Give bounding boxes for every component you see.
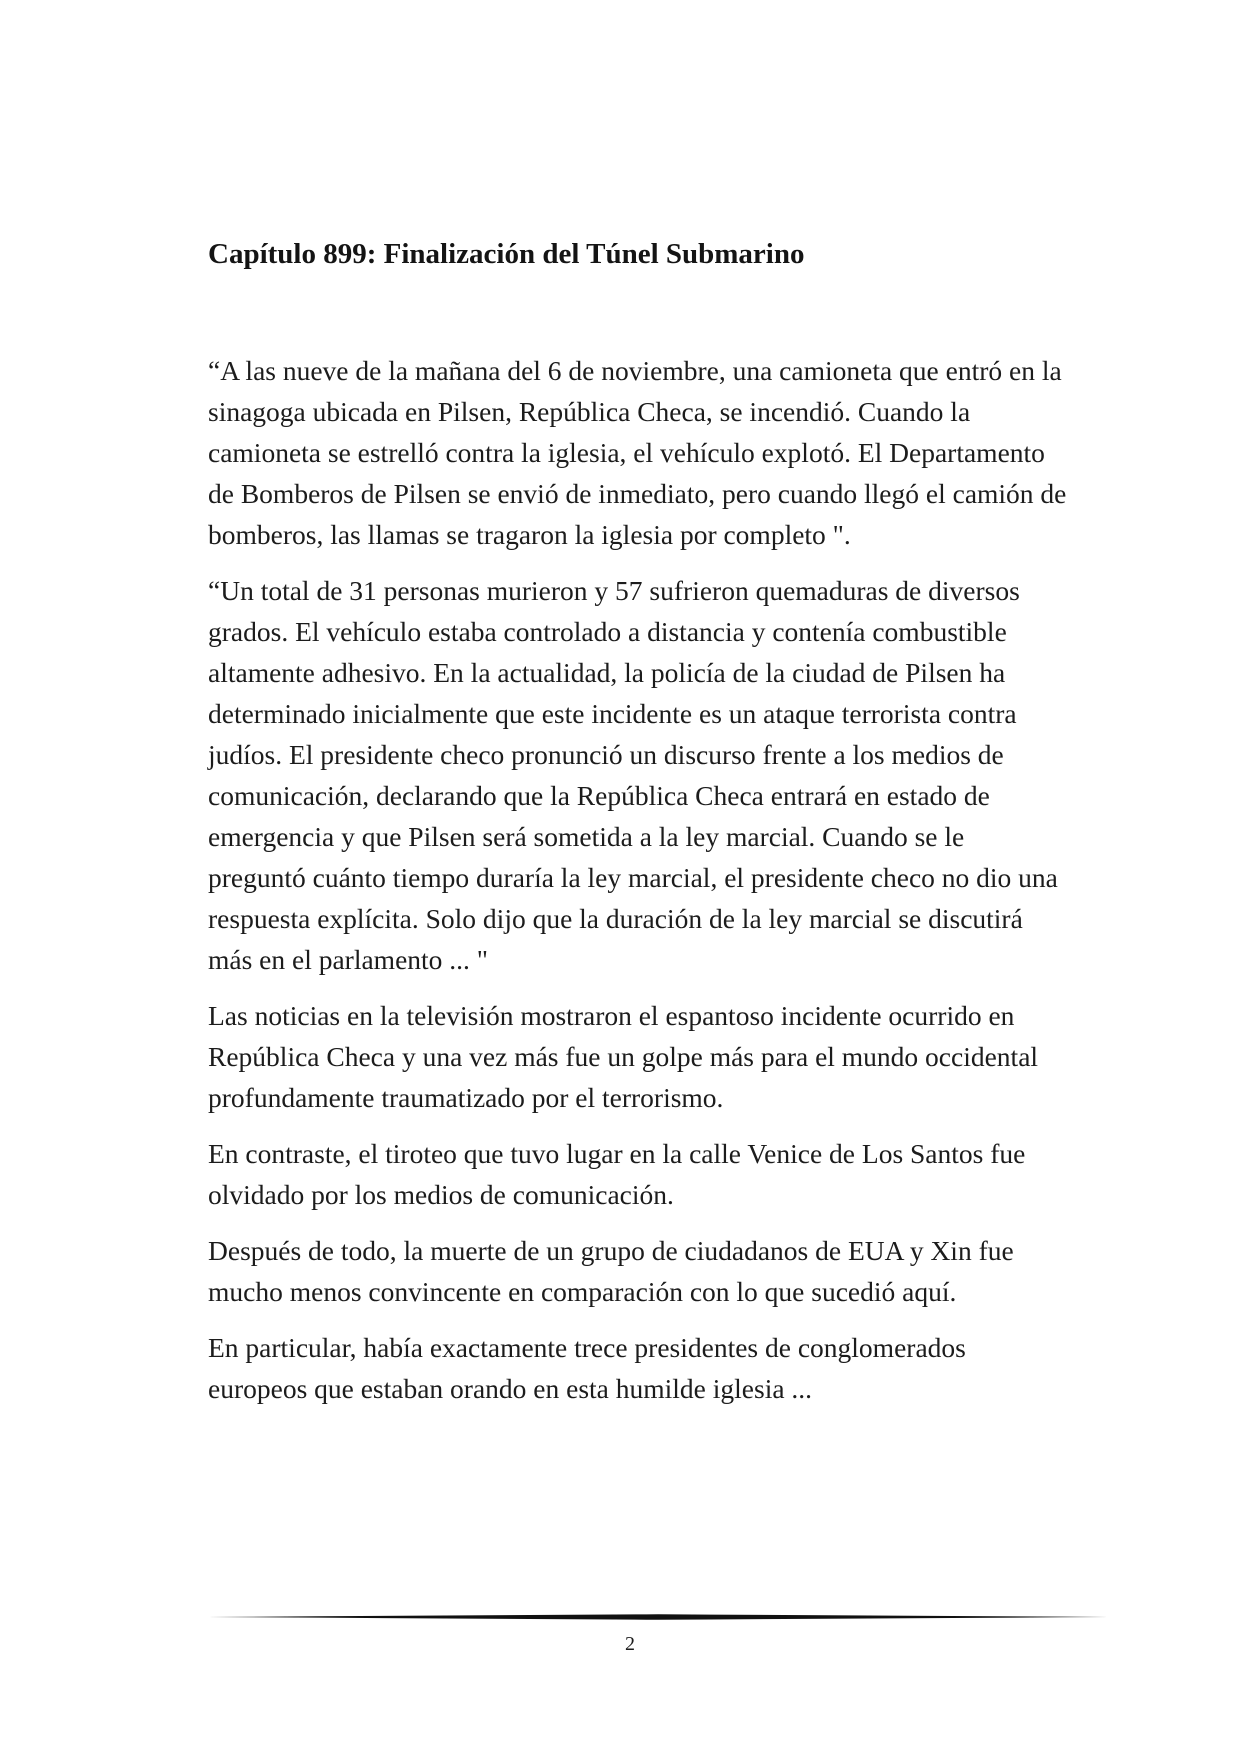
page-number: 2 xyxy=(625,1633,635,1655)
paragraph: Las noticias en la televisión mostraron el espantoso incidente ocurrido en República Checa y una vez más fue un golpe más para el mundo occidental profundamente traumatizado por el terrorismo. xyxy=(208,1000,1039,1113)
footer-divider xyxy=(208,1612,1108,1622)
paragraph: “A las nueve de la mañana del 6 de noviembre, una camioneta que entró en la sinagoga ubicada en Pilsen, República Checa, se incendió. Cuando la camioneta se estrelló contra la iglesia, el vehículo explotó. El Departamento de Bomberos de Pilsen se envió de inmediato, pero cuando llegó el camión de bomberos, las llamas se tragaron la iglesia por completo ". xyxy=(208,355,1067,550)
paragraph: “Un total de 31 personas murieron y 57 sufrieron quemaduras de diversos grados. El vehículo estaba controlado a distancia y contenía combustible altamente adhesivo. En la actualidad, la policía de la ciudad de Pilsen ha determinado inicialmente que este incidente es un ataque terrorista contra judíos. El presidente checo pronunció un discurso frente a los medios de comunicación, declarando que la República Checa entrará en estado de emergencia y que Pilsen será sometida a la ley marcial. Cuando se le preguntó cuánto tiempo duraría la ley marcial, el presidente checo no dio una respuesta explícita. Solo dijo que la duración de la ley marcial se discutirá más en el parlamento ... " xyxy=(208,575,1058,975)
body-text xyxy=(208,350,1068,1424)
paragraph: En particular, había exactamente trece presidentes de conglomerados europeos que estaban orando en esta humilde iglesia ... xyxy=(208,1332,966,1404)
paragraph: En contraste, el tiroteo que tuvo lugar en la calle Venice de Los Santos fue olvidado por los medios de comunicación. xyxy=(208,1138,1026,1210)
chapter-title: Capítulo 899: Finalización del Túnel Submarino xyxy=(208,238,805,270)
paragraph: Después de todo, la muerte de un grupo de ciudadanos de EUA y Xin fue mucho menos convincente en comparación con lo que sucedió aquí. xyxy=(208,1235,1014,1307)
